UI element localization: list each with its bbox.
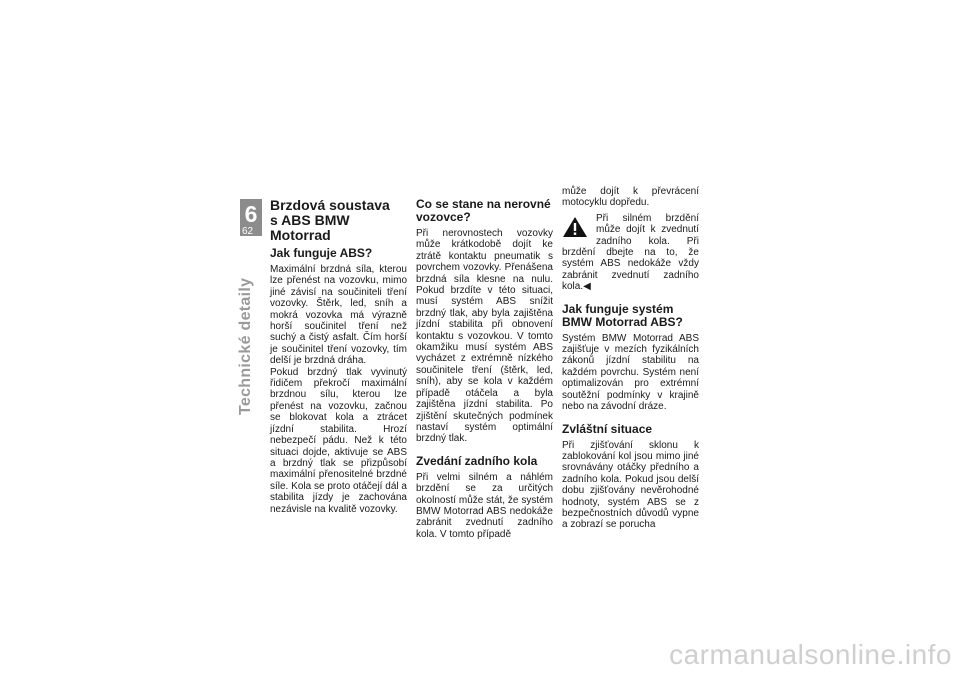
watermark: carmanualsonline.info <box>669 639 952 670</box>
section-title <box>270 198 407 243</box>
heading-special-situations: Zvláštní situace <box>562 421 653 436</box>
end-marker: ◀ <box>583 281 591 293</box>
heading-how-abs-works: Jak funguje ABS? <box>270 246 373 260</box>
paragraph-abs-intro: Maximální brzdná síla, kterou lze přenést na vozovku, mimo jiné závisí na součiniteli tření vozovky. Štěrk, led, sníh a mokrá vozovka má výrazně horší součinitel tření než suchý a čistý asfalt. Čím horší je součinitel tření vozovky, tím delší je brzdná dráha. <box>270 264 407 367</box>
paragraph-rear-wheel-lift: Při velmi silném a náhlém brzdění se za určitých okolností může stát, že systém BMW Motorrad ABS nedokáže zabránit zvednutí zadního kola. V tomto případě <box>416 471 553 540</box>
heading-how-system-line2: BMW Motorrad ABS? <box>562 314 683 329</box>
paragraph-how-system-works: Systém BMW Motorrad ABS zajišťuje v mezích fyzikálních zákonů jízdní stabilitu na každém povrchu. Systém není optimalizován pro extrémní soutěžní podmínky v krajině nebo na závodní dráze. <box>562 332 699 413</box>
column-2 <box>416 198 553 540</box>
warning-note <box>562 213 699 293</box>
column-3 <box>562 186 699 531</box>
heading-how-system-works <box>562 303 699 329</box>
chapter-side-label: Technické detaily <box>237 277 254 415</box>
warning-text: Při silném brzdění může dojít k zvednutí zadního kola. Při brzdění dbejte na to, že systém ABS nedokáže vždy zabránit zvednutí zadního kola. <box>562 212 699 293</box>
warning-triangle-icon <box>562 216 588 238</box>
paragraph-uneven-road: Při nerovnostech vozovky může krátkodobě dojít ke ztrátě kontaktu pneumatik s povrchem vozovky. Přenášena brzdná síla klesne na nulu. Pokud brzdíte v této situaci, musí systém ABS snížit brzdný tlak, aby byla zajištěna jízdní stabilita při obnovení kontaktu s vozovkou. V tomto okamžiku musí systém ABS vycházet z extrémně nízkého součinitele tření (štěrk, led, sníh), aby se kola v každém případě otáčela a byla zajištěna jízdní stabilita. Po zjištění skutečných podmínek nastaví systém optimální brzdný tlak. <box>416 228 553 445</box>
heading-uneven-road-line2: vozovce? <box>416 210 471 224</box>
chapter-number: 6 <box>244 201 258 227</box>
section-title-line1: Brzdová soustava <box>270 197 390 213</box>
heading-uneven-road-line1: Co se stane na nerovné <box>416 197 551 211</box>
page-number: 62 <box>242 226 254 237</box>
paragraph-abs-detail: Pokud brzdný tlak vyvinutý řidičem překročí maximální brzdnou sílu, kterou lze přenést na vozovku, začnou se blokovat kola a ztrácet jízdní stabilita. Hrozí nebezpečí pádu. Než k této situaci dojde, aktivuje se ABS a brzdný tlak se přizpůsobí maximální přenositelné brzdné síle. Kola se proto otáčejí dál a stabilita jízdy je zachována nezávisle na kvalitě vozovky. <box>270 366 407 515</box>
paragraph-special-situations: Při zjišťování sklonu k zablokování kol jsou mimo jiné srovnávány otáčky předního a zadního kola. Pokud jsou delší dobu zjišťovány nevěrohodné hodnoty, systém ABS se z bezpečnostních důvodů vypne a zobrazí se porucha <box>562 439 699 531</box>
heading-uneven-road <box>416 198 553 224</box>
heading-rear-wheel-lift: Zvedání zadního kola <box>416 453 538 468</box>
paragraph-rear-continued: může dojít k převrácení motocyklu dopředu. <box>562 186 699 209</box>
section-title-line2: s ABS BMW Motorrad <box>270 212 350 243</box>
heading-how-system-line1: Jak funguje systém <box>562 301 674 316</box>
column-1 <box>270 198 407 515</box>
